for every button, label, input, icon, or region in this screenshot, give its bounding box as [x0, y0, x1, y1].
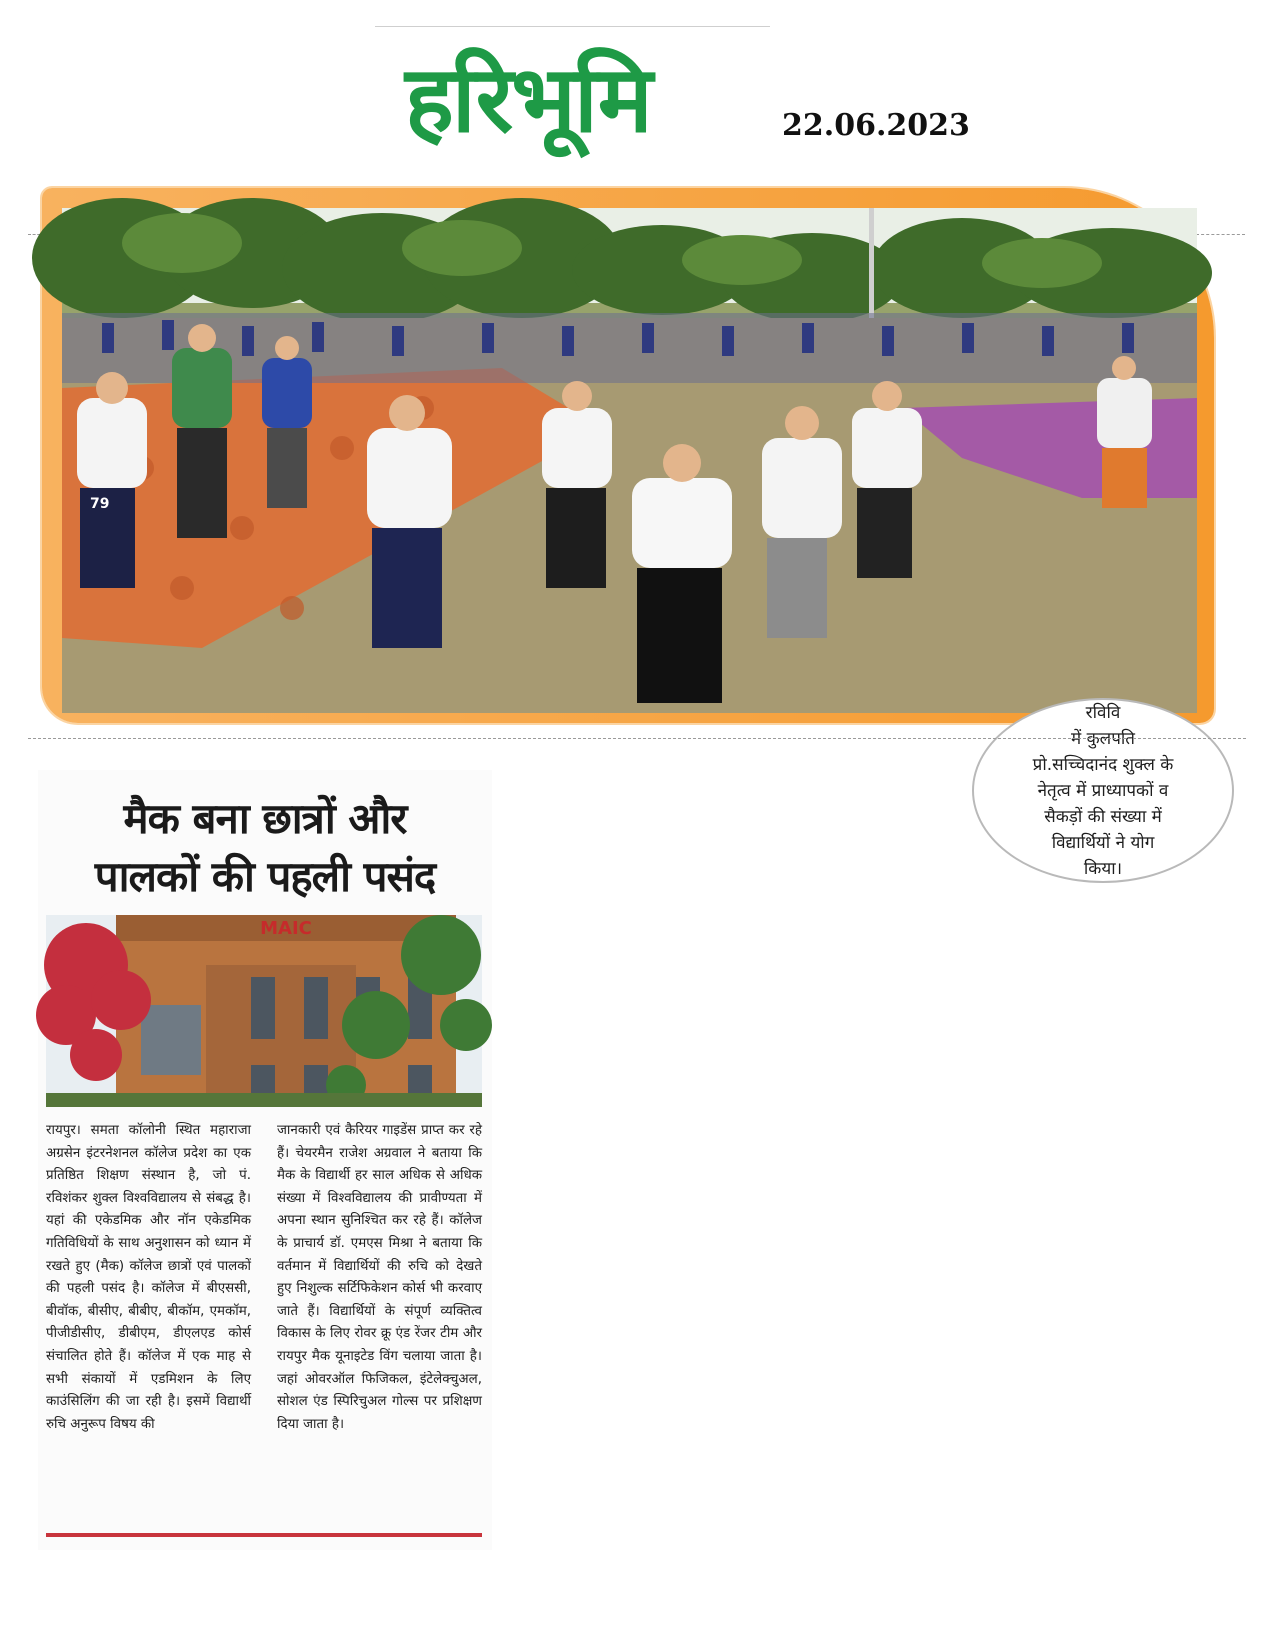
article-column-1	[46, 1120, 251, 1436]
top-rule	[375, 26, 770, 27]
yoga-event-illustration	[62, 208, 1197, 713]
photo-caption	[972, 698, 1234, 883]
article-headline	[38, 790, 492, 906]
caption-line-6: विद्यार्थियों ने योग	[1051, 832, 1155, 853]
article-text-column-2: जानकारी एवं कैरियर गाइडेंस प्राप्त कर रहे हैं। चेयरमैन राजेश अग्रवाल ने बताया कि मैक के विद्यार्थी हर साल अधिक से अधिक संख्या में विश्वविद्यालय की प्रावीण्यता में अपना स्थान सुनिश्चित कर रहे हैं। कॉलेज के प्राचार्य डॉ. एमएस मिश्रा ने बताया कि वर्तमान में विद्यार्थियों की रुचि को देखते हुए निशुल्क सर्टिफिकेशन कोर्स भी करवाए जाते हैं। विद्यार्थियों के संपूर्ण व्यक्तित्व विकास के लिए रोवर क्रू एंड रेंजर टीम और रायपुर मैक यूनाइटेड विंग चलाया जाता है। जहां ओवरऑल फिजिकल, इंटेलेक्चुअल, सोशल एंड स्पिरिचुअल गोल्स पर प्रशिक्षण दिया जाता है।	[277, 1123, 482, 1432]
caption-line-7: किया।	[1083, 858, 1123, 879]
shirt-number: 79	[90, 496, 110, 512]
section-divider	[28, 738, 1246, 739]
headline-line-1: मैक बना छात्रों और	[123, 794, 407, 843]
building-sign: MAIC	[260, 918, 312, 939]
caption-line-5: सैकड़ों की संख्या में	[1044, 806, 1162, 827]
maic-article	[38, 770, 492, 1550]
headline-line-2: पालकों की पहली पसंद	[94, 852, 436, 901]
yoga-event-photo	[62, 208, 1197, 713]
caption-line-3: प्रो.सच्चिदानंद शुक्ल के	[1032, 754, 1174, 775]
caption-line-2: में कुलपति	[1071, 728, 1135, 749]
college-building-photo	[46, 915, 482, 1107]
caption-line-4: नेतृत्व में प्राध्यापकों व	[1037, 780, 1169, 801]
building-illustration	[46, 915, 482, 1107]
article-bottom-rule	[46, 1533, 482, 1537]
newspaper-masthead: हरिभूमि	[405, 46, 651, 153]
article-column-2	[277, 1120, 482, 1436]
article-text-column-1: रायपुर। समता कॉलोनी स्थित महाराजा अग्रसेन इंटरनेशनल कॉलेज प्रदेश का एक प्रतिष्ठित शिक्षण संस्थान है, जो पं. रविशंकर शुक्ल विश्वविद्यालय से संबद्ध है। यहां की एकेडमिक और नॉन एकेडमिक गतिविधियों के साथ अनुशासन को ध्यान में रखते हुए (मैक) कॉलेज छात्रों एवं पालकों की पहली पसंद है। कॉलेज में बीएससी, बीवॉक, बीसीए, बीबीए, बीकॉम, एमकॉम, पीजीडीसीए, डीबीएम, डीएलएड कोर्स संचालित होते हैं। कॉलेज में एक माह से सभी संकायों में एडमिशन के लिए काउंसिलिंग की जा रही है। इसमें विद्यार्थी रुचि अनुरूप विषय की	[46, 1123, 251, 1432]
publication-date: 22.06.2023	[782, 108, 970, 143]
article-body	[46, 1120, 482, 1436]
caption-line-1: रविवि	[1085, 702, 1121, 723]
